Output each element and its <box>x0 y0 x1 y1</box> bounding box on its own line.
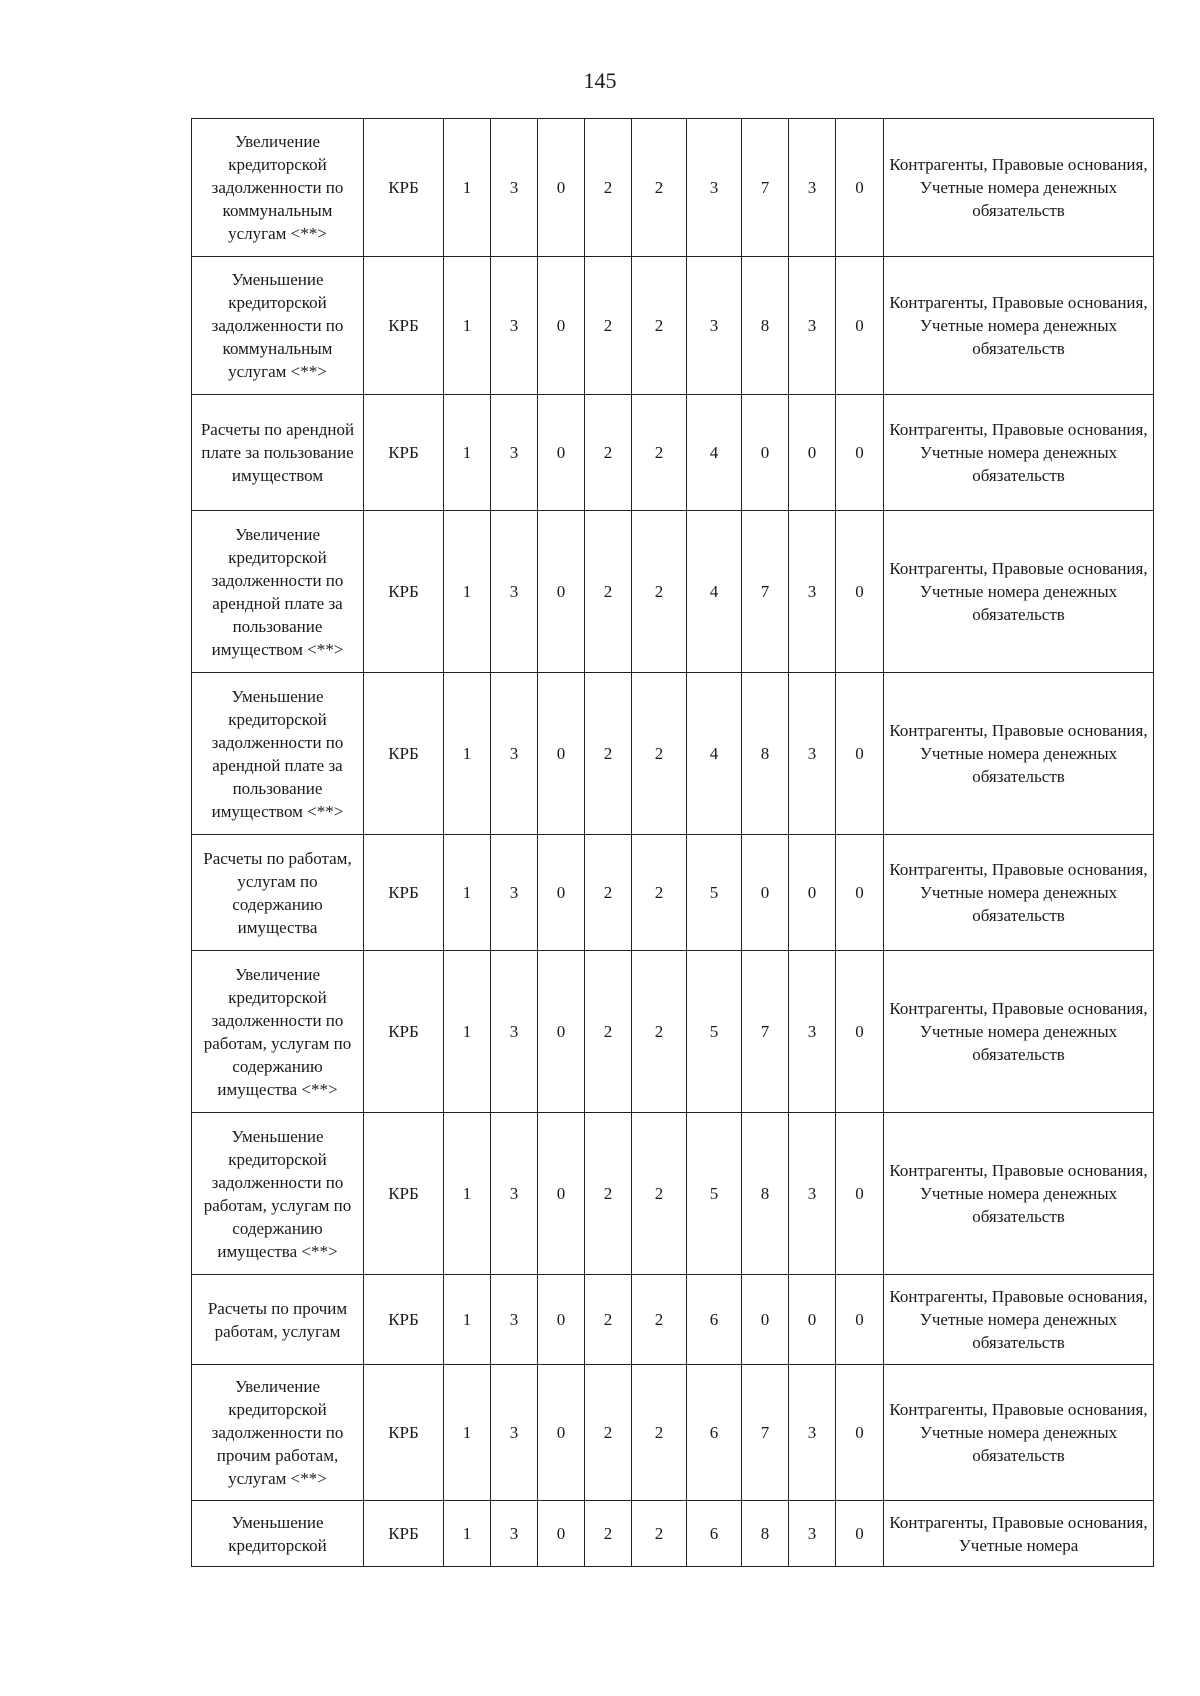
account-digit: 1 <box>444 119 491 257</box>
account-digit: 1 <box>444 1501 491 1567</box>
account-digit: 3 <box>491 1275 538 1365</box>
account-kind: КРБ <box>364 951 444 1113</box>
account-digit: 0 <box>789 395 836 511</box>
account-kind: КРБ <box>364 511 444 673</box>
account-name: Расчеты по прочим работам, услугам <box>192 1275 364 1365</box>
account-digit: 0 <box>789 835 836 951</box>
account-digit: 3 <box>687 257 742 395</box>
account-digit: 0 <box>538 257 585 395</box>
account-digit: 2 <box>585 951 632 1113</box>
account-digit: 0 <box>836 1501 884 1567</box>
account-digit: 3 <box>789 257 836 395</box>
analytics-details: Контрагенты, Правовые основания, Учетные номера денежных обязательств <box>884 119 1154 257</box>
account-digit: 2 <box>585 835 632 951</box>
account-digit: 8 <box>742 257 789 395</box>
account-digit: 2 <box>585 395 632 511</box>
account-digit: 6 <box>687 1365 742 1501</box>
account-kind: КРБ <box>364 1275 444 1365</box>
account-digit: 2 <box>632 257 687 395</box>
account-digit: 1 <box>444 673 491 835</box>
account-digit: 3 <box>491 951 538 1113</box>
table-row <box>192 1365 1154 1501</box>
account-digit: 2 <box>632 835 687 951</box>
account-digit: 3 <box>491 1501 538 1567</box>
account-kind: КРБ <box>364 1113 444 1275</box>
account-name: Увеличение кредиторской задолженности по прочим работам, услугам <**> <box>192 1365 364 1501</box>
table-row <box>192 395 1154 511</box>
account-digit: 0 <box>538 1501 585 1567</box>
account-digit: 8 <box>742 1113 789 1275</box>
account-digit: 8 <box>742 1501 789 1567</box>
account-digit: 0 <box>742 395 789 511</box>
account-digit: 5 <box>687 835 742 951</box>
analytics-details: Контрагенты, Правовые основания, Учетные номера <box>884 1501 1154 1567</box>
account-digit: 2 <box>632 1113 687 1275</box>
analytics-details: Контрагенты, Правовые основания, Учетные номера денежных обязательств <box>884 257 1154 395</box>
account-digit: 3 <box>789 119 836 257</box>
account-kind: КРБ <box>364 119 444 257</box>
account-digit: 3 <box>789 511 836 673</box>
account-digit: 0 <box>836 511 884 673</box>
account-digit: 1 <box>444 395 491 511</box>
account-kind: КРБ <box>364 257 444 395</box>
account-digit: 3 <box>491 1365 538 1501</box>
account-digit: 3 <box>789 1501 836 1567</box>
account-digit: 0 <box>538 951 585 1113</box>
account-digit: 2 <box>585 1501 632 1567</box>
account-digit: 0 <box>538 395 585 511</box>
account-digit: 2 <box>585 119 632 257</box>
account-digit: 3 <box>789 1113 836 1275</box>
analytics-details: Контрагенты, Правовые основания, Учетные номера денежных обязательств <box>884 511 1154 673</box>
account-name: Расчеты по работам, услугам по содержанию имущества <box>192 835 364 951</box>
account-digit: 2 <box>585 511 632 673</box>
account-digit: 0 <box>742 835 789 951</box>
account-digit: 2 <box>585 1113 632 1275</box>
account-kind: КРБ <box>364 673 444 835</box>
account-digit: 2 <box>632 673 687 835</box>
account-digit: 0 <box>538 1365 585 1501</box>
account-digit: 8 <box>742 673 789 835</box>
account-digit: 0 <box>836 119 884 257</box>
analytics-details: Контрагенты, Правовые основания, Учетные номера денежных обязательств <box>884 1275 1154 1365</box>
account-name: Увеличение кредиторской задолженности по работам, услугам по содержанию имущества <**> <box>192 951 364 1113</box>
account-digit: 2 <box>632 119 687 257</box>
account-digit: 0 <box>836 951 884 1113</box>
account-digit: 2 <box>632 1365 687 1501</box>
account-digit: 0 <box>836 1365 884 1501</box>
account-digit: 4 <box>687 395 742 511</box>
account-digit: 3 <box>491 395 538 511</box>
account-digit: 0 <box>538 1275 585 1365</box>
account-digit: 0 <box>836 835 884 951</box>
table-row <box>192 673 1154 835</box>
account-digit: 0 <box>538 511 585 673</box>
analytics-details: Контрагенты, Правовые основания, Учетные номера денежных обязательств <box>884 395 1154 511</box>
account-digit: 4 <box>687 511 742 673</box>
account-digit: 0 <box>789 1275 836 1365</box>
account-name: Уменьшение кредиторской задолженности по арендной плате за пользование имуществом <**> <box>192 673 364 835</box>
account-digit: 0 <box>538 119 585 257</box>
account-name: Увеличение кредиторской задолженности по коммунальным услугам <**> <box>192 119 364 257</box>
analytics-details: Контрагенты, Правовые основания, Учетные номера денежных обязательств <box>884 1113 1154 1275</box>
account-digit: 0 <box>538 1113 585 1275</box>
account-kind: КРБ <box>364 1365 444 1501</box>
account-digit: 3 <box>789 951 836 1113</box>
account-digit: 1 <box>444 835 491 951</box>
analytics-details: Контрагенты, Правовые основания, Учетные номера денежных обязательств <box>884 673 1154 835</box>
account-digit: 3 <box>491 119 538 257</box>
account-kind: КРБ <box>364 395 444 511</box>
account-name: Увеличение кредиторской задолженности по арендной плате за пользование имуществом <**> <box>192 511 364 673</box>
account-digit: 0 <box>836 395 884 511</box>
account-digit: 1 <box>444 257 491 395</box>
account-digit: 3 <box>789 673 836 835</box>
account-digit: 2 <box>585 1365 632 1501</box>
table-row <box>192 257 1154 395</box>
account-digit: 1 <box>444 951 491 1113</box>
page-number: 145 <box>583 68 617 93</box>
table-row <box>192 511 1154 673</box>
account-name: Уменьшение кредиторской задолженности по работам, услугам по содержанию имущества <**> <box>192 1113 364 1275</box>
account-digit: 1 <box>444 1113 491 1275</box>
account-digit: 7 <box>742 1365 789 1501</box>
account-digit: 2 <box>632 511 687 673</box>
account-digit: 3 <box>491 257 538 395</box>
account-digit: 5 <box>687 951 742 1113</box>
account-digit: 0 <box>742 1275 789 1365</box>
table-body <box>192 119 1154 1567</box>
account-kind: КРБ <box>364 835 444 951</box>
account-name: Уменьшение кредиторской <box>192 1501 364 1567</box>
account-name: Уменьшение кредиторской задолженности по коммунальным услугам <**> <box>192 257 364 395</box>
account-digit: 2 <box>632 1501 687 1567</box>
account-digit: 4 <box>687 673 742 835</box>
account-digit: 6 <box>687 1275 742 1365</box>
account-digit: 0 <box>836 1113 884 1275</box>
account-digit: 2 <box>585 1275 632 1365</box>
table-row <box>192 1275 1154 1365</box>
account-digit: 5 <box>687 1113 742 1275</box>
account-name: Расчеты по арендной плате за пользование имуществом <box>192 395 364 511</box>
account-digit: 1 <box>444 1275 491 1365</box>
account-digit: 2 <box>585 673 632 835</box>
account-digit: 0 <box>836 673 884 835</box>
analytics-details: Контрагенты, Правовые основания, Учетные номера денежных обязательств <box>884 1365 1154 1501</box>
account-digit: 2 <box>632 395 687 511</box>
table-row <box>192 1113 1154 1275</box>
table-row <box>192 119 1154 257</box>
account-digit: 3 <box>491 1113 538 1275</box>
table-row <box>192 835 1154 951</box>
account-digit: 3 <box>789 1365 836 1501</box>
account-digit: 7 <box>742 951 789 1113</box>
analytics-details: Контрагенты, Правовые основания, Учетные номера денежных обязательств <box>884 951 1154 1113</box>
analytics-details: Контрагенты, Правовые основания, Учетные номера денежных обязательств <box>884 835 1154 951</box>
account-digit: 2 <box>632 1275 687 1365</box>
account-digit: 3 <box>491 835 538 951</box>
account-digit: 3 <box>491 673 538 835</box>
account-digit: 3 <box>491 511 538 673</box>
account-digit: 0 <box>836 1275 884 1365</box>
account-digit: 0 <box>538 673 585 835</box>
account-digit: 0 <box>836 257 884 395</box>
account-digit: 1 <box>444 1365 491 1501</box>
accounts-table <box>191 118 1154 1567</box>
account-digit: 3 <box>687 119 742 257</box>
account-kind: КРБ <box>364 1501 444 1567</box>
account-digit: 7 <box>742 511 789 673</box>
account-digit: 2 <box>585 257 632 395</box>
account-digit: 2 <box>632 951 687 1113</box>
account-digit: 1 <box>444 511 491 673</box>
account-digit: 7 <box>742 119 789 257</box>
account-digit: 0 <box>538 835 585 951</box>
table-row <box>192 951 1154 1113</box>
account-digit: 6 <box>687 1501 742 1567</box>
table-row <box>192 1501 1154 1567</box>
